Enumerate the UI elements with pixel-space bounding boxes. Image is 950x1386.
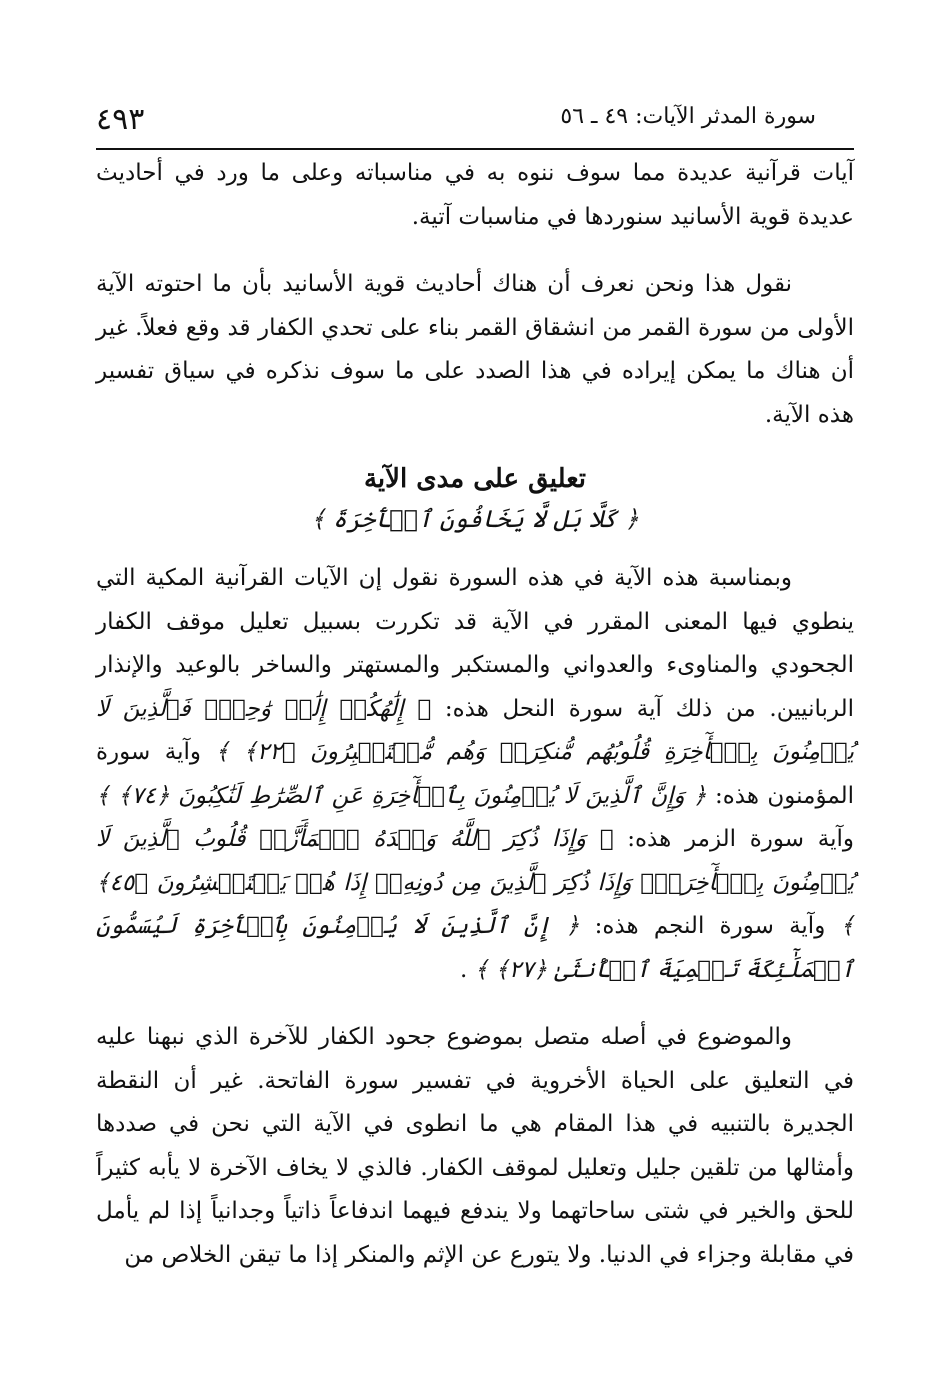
paragraph-2: نقول هذا ونحن نعرف أن هناك أحاديث قوية الأسانيد بأن ما احتوته الآية الأولى من سورة القمر من انشقاق القمر بناء على تحدي الكفار قد وقع فعلاً. غير أن هناك ما يمكن إيراده في هذا الصدد على ما سوف نذكره في سياق تفسير هذه الآية. bbox=[96, 271, 854, 428]
page-header bbox=[96, 96, 854, 144]
quran-quote-muminun: ﴿ وَإِنَّ ٱلَّذِينَ لَا يُؤۡمِنُونَ بِٱلۡأٓخِرَةِ عَنِ ٱلصِّرَٰطِ لَنَٰكِبُونَ ﴿٧٤﴾ ﴾ bbox=[96, 782, 707, 809]
paragraph-3-end: . bbox=[460, 956, 468, 983]
quote-link-muminun: وآية سورة المؤمنون هذه: bbox=[96, 739, 855, 809]
page-body bbox=[96, 152, 854, 1277]
section-verse: ﴿ كَلَّا بَل لَّا يَخَافُونَ ٱلۡأٓخِرَةَ ﴾ bbox=[311, 505, 639, 533]
paragraph-1: آيات قرآنية عديدة مما سوف ننوه به في مناسباته وعلى ما ورد في أحاديث عديدة قوية الأسانيد سنوردها في مناسبات آتية. bbox=[96, 160, 854, 230]
quote-link-zumar: وآية سورة الزمر هذه: bbox=[627, 826, 855, 852]
page-number: ٤٩٣ bbox=[96, 102, 145, 137]
paragraph-3 bbox=[96, 557, 854, 992]
running-title: سورة المدثر الآيات: ٤٩ ـ ٥٦ bbox=[560, 104, 816, 129]
paragraph-4: والموضوع في أصله متصل بموضوع جحود الكفار للآخرة الذي نبهنا عليه في التعليق على الحياة الأخروية في تفسير سورة الفاتحة. غير أن النقطة الجديرة بالتنبيه في هذا المقام هي ما انطوى في الآية التي نحن في صددها وأمثالها من تلقين جليل وتعليل لموقف الكفار. فالذي لا يخاف الآخرة لا يأبه كثيراً للحق والخير في شتى ساحاتهما ولا يندفع فيهما اندفاعاً ذاتياً وجدانياً إذا لم يأمل في مقابلة وجزاء في الدنيا. ولا يتورع عن الإثم والمنكر إذا ما تيقن الخلاص من bbox=[96, 1024, 854, 1268]
paragraph-gap bbox=[96, 239, 854, 263]
section-heading: تعليق على مدى الآية bbox=[363, 464, 586, 494]
paragraph-gap bbox=[96, 992, 854, 1016]
paragraph-3-intro: وبمناسبة هذه الآية في هذه السورة نقول إن الآيات القرآنية المكية التي ينطوي فيها المعنى المقرر في الآية قد تكررت بسبيل تعليل موقف الكفار الجحودي والمناوىء والعدواني والمستكبر والمستهتر والساخر بالوعيد والإنذار الربانيين. من ذلك آية سورة النحل هذه: bbox=[96, 565, 854, 722]
quran-quote-nahl: ﴿ إِلَٰهُكُمۡ إِلَٰهٞ وَٰحِدٞۚ فَٱلَّذِينَ لَا يُؤۡمِنُونَ بِٱلۡأٓخِرَةِ قُلُوبُهُم مُّنكِرَةٞ وَهُم مُّسۡتَكۡبِرُونَ ﴿٢٢﴾ ﴾ bbox=[96, 695, 855, 765]
quran-quote-zumar: ﴿ وَإِذَا ذُكِرَ ٱللَّهُ وَحۡدَهُ ٱشۡمَأَزَّتۡ قُلُوبُ ٱلَّذِينَ لَا يُؤۡمِنُونَ بِٱلۡأٓخِرَةِۖ وَإِذَا ذُكِرَ ٱلَّذِينَ مِن دُونِهِۦٓ إِذَا هُمۡ يَسۡتَبۡشِرُونَ ﴿٤٥﴾ ﴾ bbox=[96, 826, 855, 939]
header-rule bbox=[96, 148, 854, 150]
quran-quote-najm: ﴿ إِنَّ ٱلَّذِينَ لَا يُؤۡمِنُونَ بِٱلۡأٓخِرَةِ لَيُسَمُّونَ ٱلۡمَلَٰٓئِكَةَ تَسۡمِيَةَ ٱلۡأُنثَىٰ ﴿٢٧﴾ ﴾ bbox=[96, 913, 854, 983]
quote-link-najm: وآية سورة النجم هذه: bbox=[594, 913, 826, 939]
